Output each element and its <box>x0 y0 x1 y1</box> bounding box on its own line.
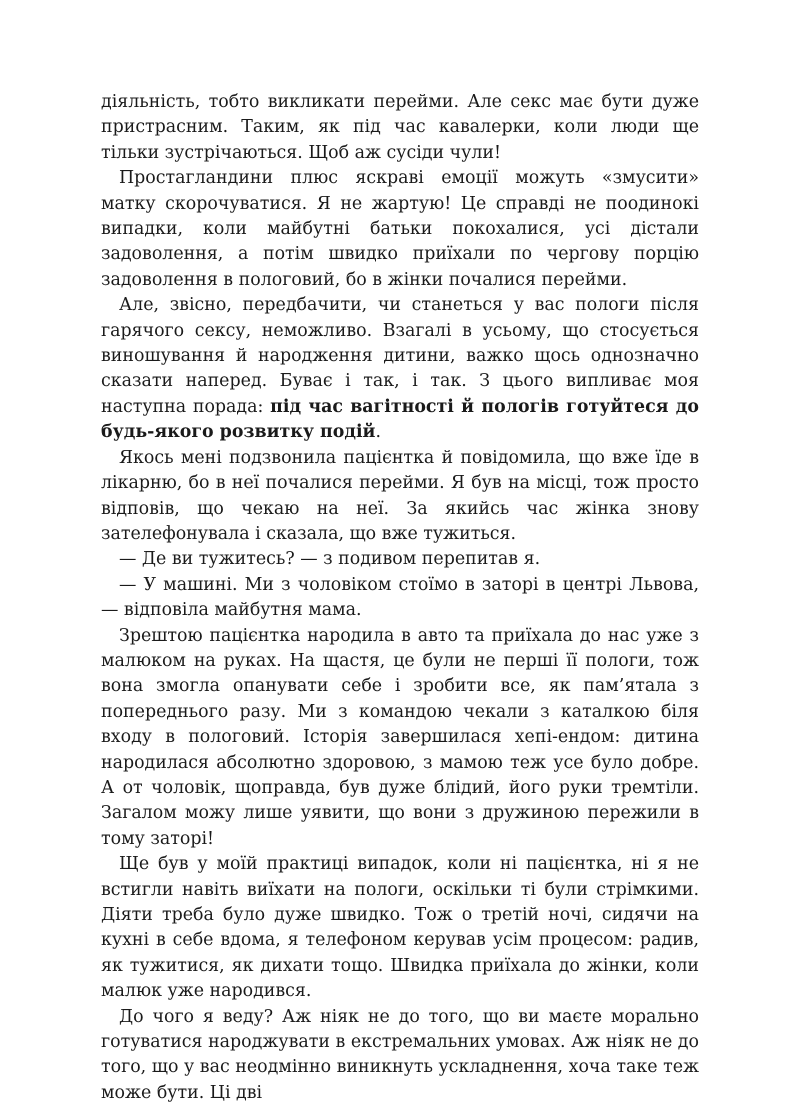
paragraph-car-birth: Зрештою пацієнтка народила в авто та приїхала до нас уже з малюком на руках. На щастя, це були не перші її пологи, тож вона змогла опанувати себе і зробити все, як пам’ятала з попереднього разу. Ми з командою чекали з каталкою біля входу в пологовий. Історія завершилася хепі-ендом: дитина народилася абсолютно здоровою, з мамою теж усе було добре. А от чоловік, щоправда, був дуже блідий, його руки тремтіли. Загалом можу лише уявити, що вони з дружиною пережили в тому заторі! <box>101 625 699 849</box>
paragraph-phone-call: Якось мені подзвонила пацієнтка й повідомила, що вже їде в лікарню, бо в неї почалися перейми. Я був на місці, тож просто відповів, що чекаю на неї. За якийсь час жінка знову зателефонувала і сказала, що вже тужиться. <box>101 447 699 544</box>
paragraph-continuation: діяльність, тобто викликати перейми. Але секс має бути дуже пристрасним. Таким, як під час кавалерки, коли люди ще тільки зустрічаються. Щоб аж сусіди чули! <box>101 92 699 163</box>
paragraph-advice <box>101 293 699 445</box>
advice-text: Але, звісно, передбачити, чи станеться у вас пологи після гарячого сексу, неможливо. Взагалі в усьому, що стосується виношування й народження дитини, важко щось однозначно сказати наперед. Буває і так, і так. З цього випливає моя наступна порада: <box>101 295 699 417</box>
advice-bold-text: під час вагітності й пологів готуйтеся до будь-якого розвитку подій <box>101 396 700 443</box>
paragraph-prostaglandins: Простагландини плюс яскраві емоції можуть «змусити» матку скорочуватися. Я не жартую! Це справді не поодинокі випадки, коли майбутні батьки покохалися, усі дістали задоволення, а потім швидко приїхали по чергову порцію задоволення в пологовий, бо в жінки почалися перейми. <box>101 168 699 290</box>
paragraph-conclusion: До чого я веду? Аж ніяк не до того, що ви маєте морально готуватися народжувати в екстремальних умовах. Аж ніяк не до того, що у вас неодмінно виникнуть ускладнення, хоча таке теж може бути. Ці дві <box>101 1006 699 1103</box>
advice-period: . <box>375 422 381 443</box>
book-page-text <box>101 90 699 1106</box>
dialog-line-question: — Де ви тужитесь? — з подивом перепитав я. <box>119 549 541 570</box>
dialog-line-answer: — У машині. Ми з чоловіком стоїмо в заторі в центрі Львова, — відповіла майбутня мама. <box>101 574 699 621</box>
paragraph-rapid-birth: Ще був у моїй практиці випадок, коли ні пацієнтка, ні я не встигли навіть виїхати на пологи, оскільки ті були стрімкими. Діяти треба було дуже швидко. Тож о третій ночі, сидячи на кухні в себе вдома, я телефоном керував усім процесом: радив, як тужитися, як дихати тощо. Швидка приїхала до жінки, коли малюк уже народився. <box>101 854 699 1002</box>
